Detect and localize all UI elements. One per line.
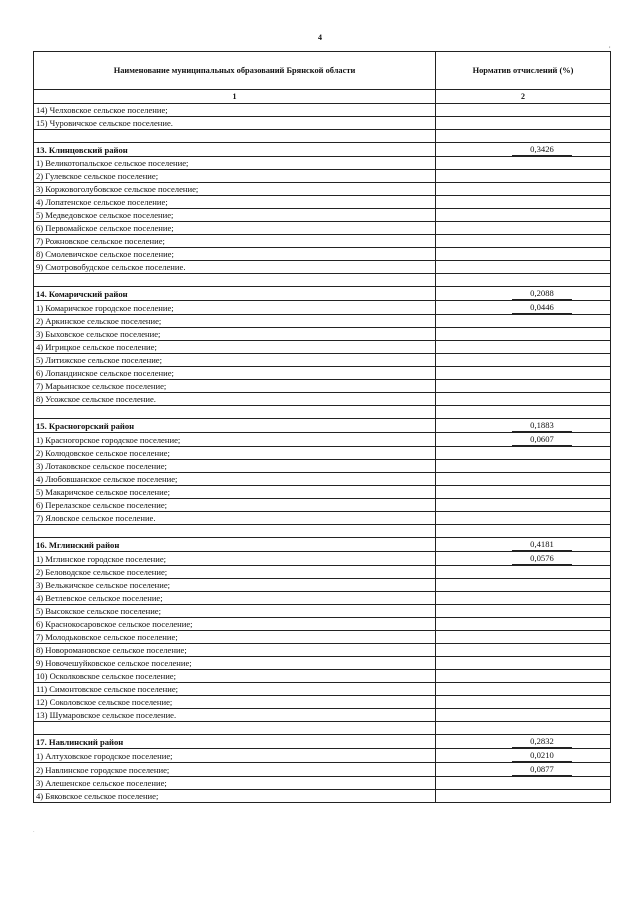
rate-value: 0,2832 (512, 736, 572, 748)
district-name: 14. Комаричский район (34, 287, 436, 301)
rate-cell (436, 315, 611, 328)
table-row (34, 328, 611, 341)
district-row (34, 419, 611, 433)
rate-value: 0,2088 (512, 288, 572, 300)
rate-cell (436, 261, 611, 274)
rate-cell (436, 248, 611, 261)
rate-value: 0,3426 (512, 144, 572, 156)
rate-cell (436, 618, 611, 631)
table-row (34, 393, 611, 406)
table-row (34, 104, 611, 117)
municipality-name: 9) Смотровобудское сельское поселение. (34, 261, 436, 274)
table-row (34, 644, 611, 657)
district-row (34, 143, 611, 157)
municipality-name: 3) Лотаковское сельское поселение; (34, 460, 436, 473)
table-row (34, 157, 611, 170)
rate-cell (436, 433, 611, 447)
table-row (34, 709, 611, 722)
column-number-row (34, 90, 611, 104)
municipality-name: 13) Шумаровское сельское поселение. (34, 709, 436, 722)
table-row (34, 749, 611, 763)
rate-cell (436, 657, 611, 670)
rate-value: 0,1883 (512, 420, 572, 432)
table-row (34, 579, 611, 592)
municipality-name: 1) Красногорское городское поселение; (34, 433, 436, 447)
rate-cell (436, 473, 611, 486)
district-name: 15. Красногорский район (34, 419, 436, 433)
rate-cell (436, 777, 611, 790)
rate-cell (436, 341, 611, 354)
rate-cell (436, 592, 611, 605)
district-name: 13. Клинцовский район (34, 143, 436, 157)
rate-cell (436, 380, 611, 393)
municipality-name: 4) Лопатенское сельское поселение; (34, 196, 436, 209)
rate-cell (436, 709, 611, 722)
rate-cell (436, 460, 611, 473)
rate-cell (436, 512, 611, 525)
municipality-name: 10) Осколковское сельское поселение; (34, 670, 436, 683)
rate-cell (436, 552, 611, 566)
municipality-name: 9) Новочешуйковское сельское поселение; (34, 657, 436, 670)
municipality-name: 4) Ветлевское сельское поселение; (34, 592, 436, 605)
municipality-name: 11) Симонтовское сельское поселение; (34, 683, 436, 696)
rate-cell (436, 117, 611, 130)
rate-cell (436, 393, 611, 406)
spacer-row (34, 274, 611, 287)
rate-cell (436, 447, 611, 460)
spacer-row (34, 130, 611, 143)
municipality-name: 12) Соколовское сельское поселение; (34, 696, 436, 709)
municipality-name: 15) Чуровичское сельское поселение. (34, 117, 436, 130)
municipality-name: 6) Первомайское сельское поселение; (34, 222, 436, 235)
table-row (34, 301, 611, 315)
district-name: 16. Мглинский район (34, 538, 436, 552)
table-row (34, 486, 611, 499)
page-number: 4 (318, 33, 322, 42)
municipality-name: 7) Марьинское сельское поселение; (34, 380, 436, 393)
table-row (34, 696, 611, 709)
rate-value: 0,0607 (512, 434, 572, 446)
rate-cell (436, 130, 611, 143)
rate-cell (436, 183, 611, 196)
table-row (34, 552, 611, 566)
rate-value: 0,4181 (512, 539, 572, 551)
table-row (34, 763, 611, 777)
rate-cell (436, 735, 611, 749)
municipality-name: 7) Яловское сельское поселение. (34, 512, 436, 525)
municipality-name: 1) Великотопальское сельское поселение; (34, 157, 436, 170)
municipality-name: 5) Макаричское сельское поселение; (34, 486, 436, 499)
table-row (34, 433, 611, 447)
rate-cell (436, 222, 611, 235)
table-row (34, 261, 611, 274)
table-row (34, 670, 611, 683)
municipality-name (34, 722, 436, 735)
rate-cell (436, 538, 611, 552)
municipality-name: 2) Аркинское сельское поселение; (34, 315, 436, 328)
rate-cell (436, 525, 611, 538)
rate-cell (436, 644, 611, 657)
municipality-name: 8) Смолевичское сельское поселение; (34, 248, 436, 261)
table-row (34, 222, 611, 235)
rate-cell (436, 301, 611, 315)
rate-cell (436, 274, 611, 287)
municipality-name (34, 525, 436, 538)
rate-cell (436, 367, 611, 380)
table-row (34, 248, 611, 261)
scan-speck: , (609, 43, 611, 49)
table-row (34, 341, 611, 354)
table-row (34, 354, 611, 367)
table-row (34, 460, 611, 473)
table-body (34, 104, 611, 803)
table-row (34, 512, 611, 525)
column-number-1: 1 (34, 90, 436, 104)
rate-value: 0,0210 (512, 750, 572, 762)
rate-cell (436, 670, 611, 683)
rate-cell (436, 287, 611, 301)
table-row (34, 631, 611, 644)
rate-cell (436, 763, 611, 777)
rate-cell (436, 157, 611, 170)
table-row (34, 473, 611, 486)
table-header-row (34, 52, 611, 90)
rate-cell (436, 722, 611, 735)
rate-cell (436, 406, 611, 419)
municipality-name (34, 274, 436, 287)
district-name: 17. Навлинский район (34, 735, 436, 749)
table-row (34, 117, 611, 130)
rate-cell (436, 209, 611, 222)
scan-mark: · (33, 830, 35, 835)
municipality-name: 4) Любовшанское сельское поселение; (34, 473, 436, 486)
rate-cell (436, 631, 611, 644)
column-number-2: 2 (436, 90, 611, 104)
spacer-row (34, 525, 611, 538)
table-row (34, 657, 611, 670)
table-row (34, 235, 611, 248)
table-row (34, 447, 611, 460)
rate-cell (436, 683, 611, 696)
rate-cell (436, 605, 611, 618)
rate-cell (436, 354, 611, 367)
rate-cell (436, 328, 611, 341)
table-row (34, 170, 611, 183)
table-row (34, 605, 611, 618)
municipality-name (34, 406, 436, 419)
municipality-name: 1) Мглинское городское поселение; (34, 552, 436, 566)
rate-cell (436, 235, 611, 248)
municipality-name: 5) Литижское сельское поселение; (34, 354, 436, 367)
table-row (34, 592, 611, 605)
table-row (34, 209, 611, 222)
municipality-name: 7) Молодьковское сельское поселение; (34, 631, 436, 644)
rate-cell (436, 696, 611, 709)
municipality-name: 2) Гулевское сельское поселение; (34, 170, 436, 183)
rate-cell (436, 486, 611, 499)
table-row (34, 790, 611, 803)
column-header-municipality: Наименование муниципальных образований Брянской области (34, 52, 436, 90)
spacer-row (34, 406, 611, 419)
municipality-name: 14) Челховское сельское поселение; (34, 104, 436, 117)
rate-cell (436, 143, 611, 157)
district-row (34, 538, 611, 552)
municipality-name: 6) Краснокосаровское сельское поселение; (34, 618, 436, 631)
spacer-row (34, 722, 611, 735)
table-row (34, 618, 611, 631)
table-row (34, 777, 611, 790)
municipality-name: 5) Медведовское сельское поселение; (34, 209, 436, 222)
table-row (34, 566, 611, 579)
rate-cell (436, 749, 611, 763)
rate-cell (436, 170, 611, 183)
rate-cell (436, 579, 611, 592)
municipality-name: 8) Усожское сельское поселение. (34, 393, 436, 406)
municipality-name: 7) Рожновское сельское поселение; (34, 235, 436, 248)
rate-value: 0,0446 (512, 302, 572, 314)
table-row (34, 315, 611, 328)
district-row (34, 287, 611, 301)
municipality-name: 1) Алтуховское городское поселение; (34, 749, 436, 763)
rate-cell (436, 196, 611, 209)
table-row (34, 380, 611, 393)
municipality-name: 6) Перелазское сельское поселение; (34, 499, 436, 512)
table-row (34, 196, 611, 209)
rate-cell (436, 104, 611, 117)
municipality-name: 2) Колюдовское сельское поселение; (34, 447, 436, 460)
municipality-name: 5) Высокское сельское поселение; (34, 605, 436, 618)
municipality-name: 6) Лопандинское сельское поселение; (34, 367, 436, 380)
municipality-name: 3) Вельжичское сельское поселение; (34, 579, 436, 592)
municipality-name (34, 130, 436, 143)
table-row (34, 499, 611, 512)
rate-cell (436, 419, 611, 433)
column-header-rate: Норматив отчислений (%) (436, 52, 611, 90)
rate-cell (436, 790, 611, 803)
allocation-table (33, 51, 611, 803)
rate-cell (436, 499, 611, 512)
district-row (34, 735, 611, 749)
municipality-name: 2) Беловодское сельское поселение; (34, 566, 436, 579)
rate-value: 0,0576 (512, 553, 572, 565)
municipality-name: 1) Комаричское городское поселение; (34, 301, 436, 315)
table-row (34, 683, 611, 696)
rate-cell (436, 566, 611, 579)
municipality-name: 3) Алешенское сельское поселение; (34, 777, 436, 790)
municipality-name: 3) Быховское сельское поселение; (34, 328, 436, 341)
table-row (34, 367, 611, 380)
rate-value: 0,0877 (512, 764, 572, 776)
municipality-name: 2) Навлинское городское поселение; (34, 763, 436, 777)
municipality-name: 8) Новоромановское сельское поселение; (34, 644, 436, 657)
municipality-name: 4) Бяковское сельское поселение; (34, 790, 436, 803)
table-row (34, 183, 611, 196)
municipality-name: 4) Игрицкое сельское поселение; (34, 341, 436, 354)
municipality-name: 3) Коржовоголубовское сельское поселение; (34, 183, 436, 196)
